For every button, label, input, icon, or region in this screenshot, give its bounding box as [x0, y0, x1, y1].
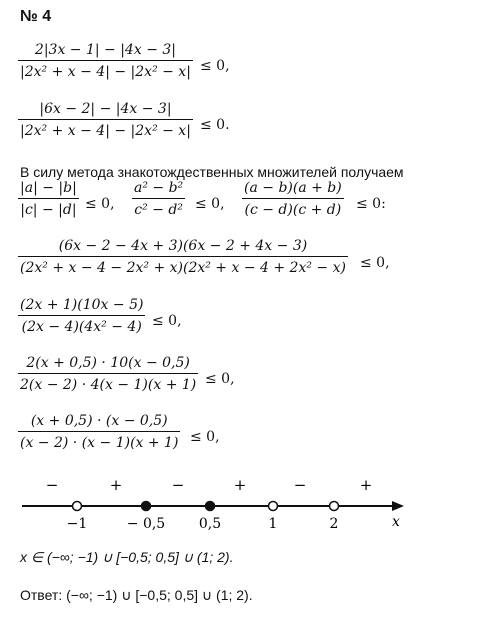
fraction-transform-4	[18, 413, 180, 451]
denominator: |2x² + x − 4| − |2x² − x|	[20, 123, 191, 139]
filled-point	[142, 502, 151, 511]
point-label: − 0,5	[126, 516, 166, 532]
fraction-bar	[18, 256, 348, 257]
answer-label: Ответ:	[20, 587, 63, 603]
numerator: (a − b)(a + b)	[244, 180, 342, 196]
fraction-step-2	[18, 101, 193, 139]
denominator: |c| − |d|	[20, 202, 77, 218]
numerator: 2|3x − 1| − |4x − 3|	[34, 42, 176, 58]
answer-value: (−∞; −1) ∪ [−0,5; 0,5] ∪ (1; 2).	[66, 587, 253, 603]
point-label: 1	[268, 516, 278, 532]
method-text: В силу метода знакотождественных множителей получаем	[20, 164, 404, 180]
fraction-rule-1	[18, 180, 79, 218]
interval-sign: +	[359, 476, 373, 494]
inequality-rhs: ≤ 0,	[200, 58, 230, 74]
inequality-rhs: ≤ 0.	[200, 117, 230, 133]
point-label: −1	[66, 516, 88, 532]
interval-sign: −	[171, 476, 185, 494]
number-line	[0, 468, 478, 540]
inequality-rhs: ≤ 0,	[205, 371, 235, 387]
fraction-bar	[242, 198, 344, 199]
denominator: (2x − 4)(4x² − 4)	[21, 319, 142, 335]
numerator: (6x − 2 − 4x + 3)(6x − 2 + 4x − 3)	[58, 238, 308, 254]
fraction-step-1	[18, 42, 193, 80]
fraction-bar	[18, 198, 79, 199]
point-label: 2	[329, 516, 339, 532]
fraction-bar	[18, 315, 145, 316]
interval-sign: +	[109, 476, 123, 494]
filled-point	[206, 502, 215, 511]
numerator: (x + 0,5) · (x − 0,5)	[30, 413, 168, 429]
inequality-rhs: ≤ 0,	[152, 313, 182, 329]
interval-sign: +	[233, 476, 247, 494]
numerator: |a| − |b|	[20, 180, 77, 196]
fraction-transform-3	[18, 355, 198, 393]
numerator: a² − b²	[134, 180, 184, 196]
open-point	[269, 502, 278, 511]
inequality-rhs: ≤ 0,	[190, 429, 220, 445]
denominator: 2(x − 2) · 4(x − 1)(x + 1)	[20, 377, 197, 393]
inequality-rhs: ≤ 0,	[85, 196, 115, 212]
point-label: 0,5	[198, 516, 222, 532]
axis-arrow	[392, 501, 404, 511]
denominator: |2x² + x − 4| − |2x² − x|	[20, 64, 191, 80]
fraction-rule-2	[132, 180, 185, 218]
fraction-rule-3	[242, 180, 344, 218]
fraction-bar	[18, 119, 193, 120]
numerator: 2(x + 0,5) · 10(x − 0,5)	[26, 355, 190, 371]
open-point	[330, 502, 339, 511]
fraction-bar	[18, 60, 193, 61]
interval-sign: −	[293, 476, 307, 494]
numerator: |6x − 2| − |4x − 3|	[39, 101, 172, 117]
denominator: (x − 2) · (x − 1)(x + 1)	[20, 435, 179, 451]
fraction-bar	[132, 198, 185, 199]
solution-set: x ∈ (−∞; −1) ∪ [−0,5; 0,5] ∪ (1; 2).	[20, 549, 234, 565]
numerator: (2x + 1)(10x − 5)	[20, 297, 144, 313]
inequality-rhs: ≤ 0:	[356, 196, 386, 212]
problem-title: № 4	[20, 8, 52, 25]
fraction-bar	[18, 373, 198, 374]
denominator: (2x² + x − 4 − 2x² + x)(2x² + x − 4 + 2x² − x)	[20, 260, 346, 276]
axis-label: x	[392, 514, 400, 530]
inequality-rhs: ≤ 0,	[360, 255, 390, 271]
open-point	[73, 502, 82, 511]
fraction-transform-2	[18, 297, 145, 335]
inequality-rhs: ≤ 0,	[195, 196, 225, 212]
answer-line	[20, 587, 253, 604]
denominator: c² − d²	[134, 202, 183, 218]
fraction-bar	[18, 431, 180, 432]
denominator: (c − d)(c + d)	[244, 202, 342, 218]
interval-sign: −	[45, 476, 59, 494]
fraction-transform-1	[18, 238, 348, 276]
